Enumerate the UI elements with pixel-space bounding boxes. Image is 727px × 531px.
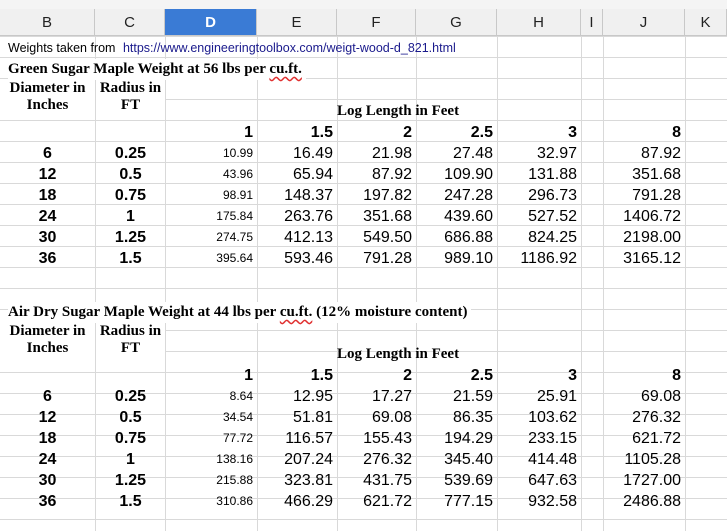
weight-value[interactable]: 98.91: [222, 188, 253, 202]
radius-value[interactable]: 0.5: [119, 166, 142, 183]
weight-value[interactable]: 412.13: [284, 229, 333, 246]
weight-value[interactable]: 527.52: [528, 208, 577, 225]
weight-value[interactable]: 21.98: [371, 145, 412, 162]
diameter-header-line2: Inches: [26, 340, 69, 356]
weight-value[interactable]: 8.64: [229, 389, 253, 403]
weight-value[interactable]: 2198.00: [623, 229, 681, 246]
weight-value[interactable]: 148.37: [284, 187, 333, 204]
section-title[interactable]: [8, 59, 306, 80]
diameter-header[interactable]: [0, 80, 95, 114]
weight-value[interactable]: 431.75: [363, 472, 412, 489]
weight-value[interactable]: 51.81: [292, 409, 333, 426]
column-gridline: [685, 36, 686, 531]
weight-value[interactable]: 69.08: [640, 388, 681, 405]
weight-value[interactable]: 345.40: [444, 451, 493, 468]
radius-header-line2: FT: [120, 340, 141, 356]
radius-value[interactable]: 0.5: [119, 409, 142, 426]
weight-value[interactable]: 777.15: [444, 493, 493, 510]
weight-value[interactable]: 103.62: [528, 409, 577, 426]
column-header-j[interactable]: J: [603, 9, 685, 36]
diameter-header-line1: Diameter in: [9, 80, 86, 96]
weight-value[interactable]: 86.35: [452, 409, 493, 426]
weight-value[interactable]: 1727.00: [623, 472, 681, 489]
length-value[interactable]: 8: [672, 367, 681, 384]
radius-value[interactable]: 0.75: [114, 187, 147, 204]
column-header-f[interactable]: F: [337, 9, 416, 36]
weight-value[interactable]: 791.28: [632, 187, 681, 204]
radius-value[interactable]: 0.75: [114, 430, 147, 447]
weight-value[interactable]: 109.90: [444, 166, 493, 183]
weight-value[interactable]: 2486.88: [623, 493, 681, 510]
radius-header[interactable]: [96, 80, 165, 114]
length-value[interactable]: 2: [403, 367, 412, 384]
column-header-e[interactable]: E: [257, 9, 337, 36]
diameter-value[interactable]: 24: [38, 208, 57, 225]
weight-value[interactable]: 621.72: [363, 493, 412, 510]
length-value[interactable]: 3: [568, 124, 577, 141]
diameter-value[interactable]: 18: [38, 187, 57, 204]
weight-value[interactable]: 414.48: [528, 451, 577, 468]
diameter-value[interactable]: 30: [38, 229, 57, 246]
weight-value[interactable]: 932.58: [528, 493, 577, 510]
radius-header[interactable]: [96, 323, 165, 357]
column-header-i[interactable]: I: [581, 9, 603, 36]
length-value[interactable]: 1: [244, 367, 253, 384]
weight-value[interactable]: 647.63: [528, 472, 577, 489]
weight-value[interactable]: 197.82: [363, 187, 412, 204]
weight-value[interactable]: 263.76: [284, 208, 333, 225]
diameter-value[interactable]: 12: [38, 166, 57, 183]
radius-header-line1: Radius in: [99, 323, 162, 339]
row-gridline: [0, 288, 727, 289]
row-gridline: [0, 519, 727, 520]
weight-value[interactable]: 824.25: [528, 229, 577, 246]
column-header-d[interactable]: D: [165, 9, 257, 36]
weight-value[interactable]: 351.68: [632, 166, 681, 183]
diameter-value[interactable]: 36: [38, 250, 57, 267]
length-value[interactable]: 1.5: [310, 124, 333, 141]
weight-value[interactable]: 323.81: [284, 472, 333, 489]
weight-value[interactable]: 116.57: [285, 430, 333, 447]
radius-value[interactable]: 1: [126, 208, 135, 225]
weight-value[interactable]: 276.32: [363, 451, 412, 468]
weight-value[interactable]: 32.97: [536, 145, 577, 162]
diameter-value[interactable]: 30: [38, 472, 57, 489]
weight-value[interactable]: 1406.72: [623, 208, 681, 225]
source-url[interactable]: https://www.engineeringtoolbox.com/weigt-wood-d_821.html: [122, 41, 456, 55]
weight-value[interactable]: 87.92: [640, 145, 681, 162]
weight-value[interactable]: 1105.28: [624, 451, 681, 468]
diameter-value[interactable]: 36: [38, 493, 57, 510]
column-header-b[interactable]: B: [0, 9, 95, 36]
weight-value[interactable]: 791.28: [363, 250, 412, 267]
title-text: Green Sugar Maple Weight at 56 lbs per: [8, 61, 270, 77]
weight-value[interactable]: 87.92: [371, 166, 412, 183]
column-header-k[interactable]: K: [685, 9, 727, 36]
length-value[interactable]: 1.5: [310, 367, 333, 384]
radius-value[interactable]: 1.5: [119, 250, 142, 267]
length-value[interactable]: 8: [672, 124, 681, 141]
weight-value[interactable]: 351.68: [363, 208, 412, 225]
title-text: Air Dry Sugar Maple Weight at 44 lbs per: [8, 304, 280, 320]
weight-value[interactable]: 34.54: [222, 410, 253, 424]
weight-value[interactable]: 10.99: [222, 146, 253, 160]
weight-value[interactable]: 3165.12: [623, 250, 681, 267]
length-header[interactable]: Log Length in Feet: [337, 103, 460, 119]
diameter-header[interactable]: [0, 323, 95, 357]
radius-header-line2: FT: [120, 97, 141, 113]
diameter-value[interactable]: 24: [38, 451, 57, 468]
weight-value[interactable]: 1186.92: [520, 250, 577, 267]
weight-value[interactable]: 77.72: [222, 431, 253, 445]
diameter-value[interactable]: 6: [43, 388, 52, 405]
weight-value[interactable]: 549.50: [363, 229, 412, 246]
column-header-g[interactable]: G: [416, 9, 497, 36]
weight-value[interactable]: 233.15: [528, 430, 577, 447]
weight-value[interactable]: 12.95: [292, 388, 333, 405]
weight-value[interactable]: 310.86: [216, 494, 253, 508]
weight-value[interactable]: 247.28: [444, 187, 493, 204]
weight-value[interactable]: 25.91: [536, 388, 577, 405]
weight-value[interactable]: 466.29: [284, 493, 333, 510]
weight-value[interactable]: 194.29: [444, 430, 493, 447]
diameter-header-line1: Diameter in: [9, 323, 86, 339]
diameter-value[interactable]: 6: [43, 145, 52, 162]
weight-value[interactable]: 593.46: [284, 250, 333, 267]
weight-value[interactable]: 989.10: [444, 250, 493, 267]
source-note[interactable]: [8, 38, 456, 59]
diameter-value[interactable]: 12: [38, 409, 57, 426]
weight-value[interactable]: 276.32: [632, 409, 681, 426]
title-suffix: (12% moisture content): [312, 304, 468, 320]
formula-bar-strip: [0, 0, 727, 9]
radius-header-line1: Radius in: [99, 80, 162, 96]
length-value[interactable]: 2.5: [470, 367, 493, 384]
column-gridline: [581, 36, 582, 531]
weight-value[interactable]: 155.43: [363, 430, 412, 447]
radius-value[interactable]: 0.25: [114, 145, 147, 162]
title-unit: cu.ft.: [269, 61, 302, 77]
weight-value[interactable]: 686.88: [444, 229, 493, 246]
weight-value[interactable]: 27.48: [452, 145, 493, 162]
title-unit: cu.ft.: [279, 304, 313, 320]
weight-value[interactable]: 17.27: [371, 388, 412, 405]
weight-value[interactable]: 395.64: [216, 251, 253, 265]
length-value[interactable]: 3: [568, 367, 577, 384]
column-header-c[interactable]: C: [95, 9, 165, 36]
weight-value[interactable]: 207.24: [284, 451, 333, 468]
weight-value[interactable]: 274.75: [216, 230, 253, 244]
weight-value[interactable]: 215.88: [216, 473, 253, 487]
weight-value[interactable]: 16.49: [292, 145, 333, 162]
diameter-value[interactable]: 18: [38, 430, 57, 447]
source-label: Weights taken from: [8, 41, 116, 55]
row-gridline: [0, 36, 727, 37]
radius-value[interactable]: 0.25: [114, 388, 147, 405]
weight-value[interactable]: 296.73: [528, 187, 577, 204]
diameter-header-line2: Inches: [26, 97, 69, 113]
weight-value[interactable]: 69.08: [371, 409, 412, 426]
weight-value[interactable]: 175.84: [216, 209, 253, 223]
column-header-h[interactable]: H: [497, 9, 581, 36]
length-value[interactable]: 2.5: [470, 124, 493, 141]
weight-value[interactable]: 65.94: [292, 166, 333, 183]
length-value[interactable]: 1: [244, 124, 253, 141]
weight-value[interactable]: 138.16: [216, 452, 253, 466]
section-title[interactable]: [8, 302, 471, 323]
radius-value[interactable]: 1.25: [114, 472, 147, 489]
weight-value[interactable]: 439.60: [444, 208, 493, 225]
weight-value[interactable]: 21.59: [452, 388, 493, 405]
weight-value[interactable]: 43.96: [222, 167, 253, 181]
length-value[interactable]: 2: [403, 124, 412, 141]
radius-value[interactable]: 1.5: [119, 493, 142, 510]
weight-value[interactable]: 131.88: [528, 166, 577, 183]
radius-value[interactable]: 1: [126, 451, 135, 468]
length-header[interactable]: Log Length in Feet: [337, 346, 460, 362]
radius-value[interactable]: 1.25: [114, 229, 147, 246]
weight-value[interactable]: 621.72: [632, 430, 681, 447]
weight-value[interactable]: 539.69: [444, 472, 493, 489]
